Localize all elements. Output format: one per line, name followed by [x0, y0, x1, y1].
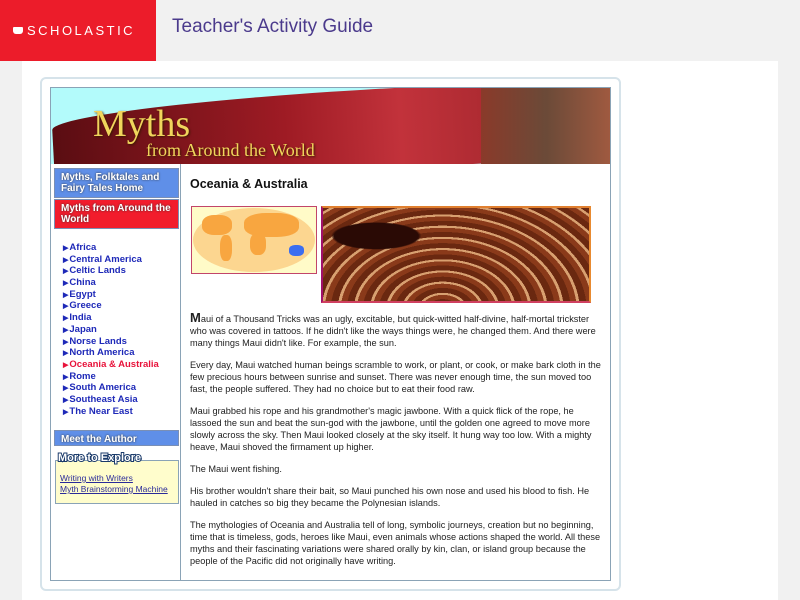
arrow-right-icon: ▶ — [63, 256, 69, 264]
book-icon — [13, 27, 23, 34]
nav-author-button[interactable]: Meet the Author — [54, 430, 179, 446]
page-title: Teacher's Activity Guide — [172, 16, 374, 37]
arrow-right-icon: ▶ — [63, 361, 69, 369]
arrow-right-icon: ▶ — [63, 303, 69, 311]
sidebar — [51, 164, 181, 581]
region-link[interactable]: ▶India — [63, 312, 92, 324]
arrow-right-icon: ▶ — [63, 315, 69, 323]
arrow-right-icon: ▶ — [63, 338, 69, 346]
region-link[interactable]: ▶Central America — [63, 253, 142, 265]
region-link[interactable]: ▶Egypt — [63, 288, 96, 300]
region-link[interactable]: ▶Africa — [63, 242, 97, 253]
writing-with-writers-link[interactable]: Writing with Writers — [60, 473, 133, 483]
arrow-right-icon: ▶ — [63, 385, 69, 393]
section-heading: Oceania & Australia — [190, 177, 308, 191]
region-link[interactable]: ▶Norse Lands — [63, 335, 127, 347]
arrow-right-icon: ▶ — [63, 268, 69, 276]
arrow-right-icon: ▶ — [63, 373, 69, 381]
more-to-explore-box: More to Explore Writing with Writers Myth Brainstorming Machine — [55, 460, 179, 504]
arrow-right-icon: ▶ — [63, 280, 69, 288]
scholastic-logo[interactable]: SCHOLASTIC — [0, 0, 156, 61]
aboriginal-art-image — [321, 206, 591, 303]
world-map-image — [191, 206, 317, 274]
arrow-right-icon: ▶ — [63, 396, 69, 404]
region-link[interactable]: ▶Rome — [63, 370, 96, 382]
region-link[interactable]: ▶North America — [63, 347, 135, 359]
arrow-right-icon: ▶ — [63, 350, 69, 358]
region-link[interactable]: ▶China — [63, 277, 96, 289]
region-link[interactable]: ▶South America — [63, 382, 137, 394]
arrow-right-icon: ▶ — [63, 245, 69, 252]
myths-banner: Myths from Around the World — [51, 88, 610, 164]
myth-brainstorming-link[interactable]: Myth Brainstorming Machine — [60, 484, 168, 494]
region-link[interactable]: ▶Japan — [63, 323, 97, 335]
australia-highlight — [289, 245, 304, 256]
main-content — [182, 164, 610, 581]
myths-panel — [50, 87, 611, 581]
nav-myths-button[interactable]: Myths from Around the World — [54, 199, 179, 229]
site-header — [0, 0, 800, 61]
arrow-right-icon: ▶ — [63, 408, 69, 416]
nav-home-button[interactable]: Myths, Folktales and Fairy Tales Home — [54, 168, 179, 198]
story-text: Maui of a Thousand Tricks was an ugly, excitable, but quick-witted half-divine, half-mortal trickster who was covered in tattoos. If he didn't like the ways things were, he changed them. And there were many things Maui didn't like. For example, the sun. Every day, Maui watched human beings scramble to work, or plant, or cook, or make bark cloth in the few precious hours between sunrise and sunset. There was never enough time, the sun moved too fast, the people suffered. They had no choice but to eat their food raw. Maui grabbed his rope and his grandmother's magic jawbone. With a quick flick of the rope, he lassoed the sun and beat the sun-god with the jawbone, until the golden one agreed to move more slowly across the sky. Then Maui looked closely at the sky itself. It hung way too low. With a mighty heave, Maui shoved the firmament up higher. The Maui went fishing. His brother wouldn't share their bait, so Maui punched his own nose and used his blood to fish. He hauled in catches so big they became the Polynesian islands. The mythologies of Oceania and Australia tell of long, symbolic journeys, creation but no beginning, time that is timeless, gods, heroes like Maui, even animals whose actions shaped the world. All these myths and their fascinating variations were shared orally by kin, clan, or island group because the people of the Pacific did not originally have writing. — [190, 310, 601, 566]
region-link[interactable]: ▶Oceania & Australia — [63, 358, 159, 370]
arrow-right-icon: ▶ — [63, 326, 69, 334]
region-link[interactable]: ▶Greece — [63, 300, 102, 312]
region-list — [63, 242, 159, 417]
mask-image — [481, 88, 610, 164]
region-link[interactable]: ▶Celtic Lands — [63, 265, 126, 277]
region-link[interactable]: ▶The Near East — [63, 405, 133, 417]
region-link[interactable]: ▶Southeast Asia — [63, 393, 138, 405]
arrow-right-icon: ▶ — [63, 291, 69, 299]
